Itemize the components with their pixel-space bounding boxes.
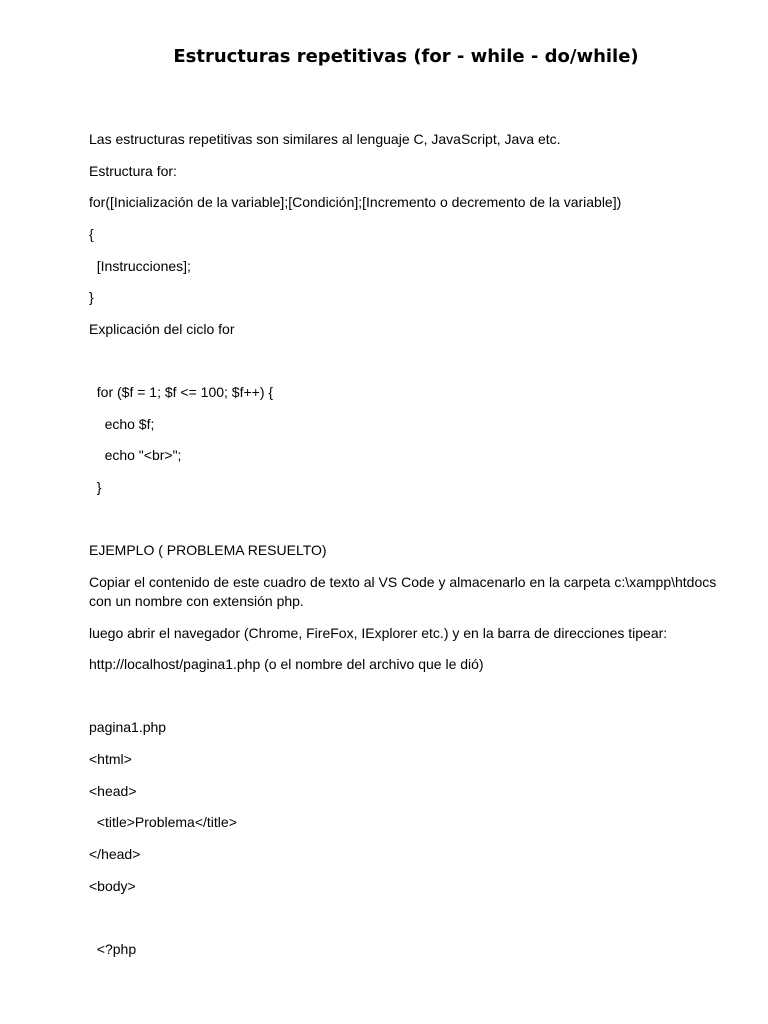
for-explanation-heading: Explicación del ciclo for xyxy=(89,321,235,337)
intro-paragraph: Las estructuras repetitivas son similares al lenguaje C, JavaScript, Java etc. xyxy=(89,131,561,147)
code-line: <?php xyxy=(89,941,137,957)
code-line: <body> xyxy=(89,878,136,894)
code-line: for ($f = 1; $f <= 100; $f++) { xyxy=(89,384,274,400)
syntax-instructions: [Instrucciones]; xyxy=(89,258,191,274)
code-line: <title>Problema</title> xyxy=(89,814,237,830)
code-line: } xyxy=(89,479,102,495)
code-line: <html> xyxy=(89,751,132,767)
code-line: <head> xyxy=(89,783,137,799)
for-syntax-line: for([Inicialización de la variable];[Condición];[Incremento o decremento de la variable]) xyxy=(89,194,622,210)
filename-label: pagina1.php xyxy=(89,719,167,735)
for-structure-heading: Estructura for: xyxy=(89,163,177,179)
example-heading: EJEMPLO ( PROBLEMA RESUELTO) xyxy=(89,542,327,558)
browser-instructions: luego abrir el navegador (Chrome, FireFox, IExplorer etc.) y en la barra de direcciones tipear: xyxy=(89,625,668,641)
document-title: Estructuras repetitivas (for - while - do/while) xyxy=(173,46,639,67)
syntax-open-brace: { xyxy=(89,226,94,242)
code-line: </head> xyxy=(89,846,141,862)
localhost-url: http://localhost/pagina1.php (o el nombre del archivo que le dió) xyxy=(89,656,484,672)
code-line: echo "<br>"; xyxy=(89,447,182,463)
code-line: echo $f; xyxy=(89,416,155,432)
copy-instructions: Copiar el contenido de este cuadro de texto al VS Code y almacenarlo en la carpeta c:\xampp\htdocs con un nombre con extensión php. xyxy=(89,574,721,609)
syntax-close-brace: } xyxy=(89,289,94,305)
